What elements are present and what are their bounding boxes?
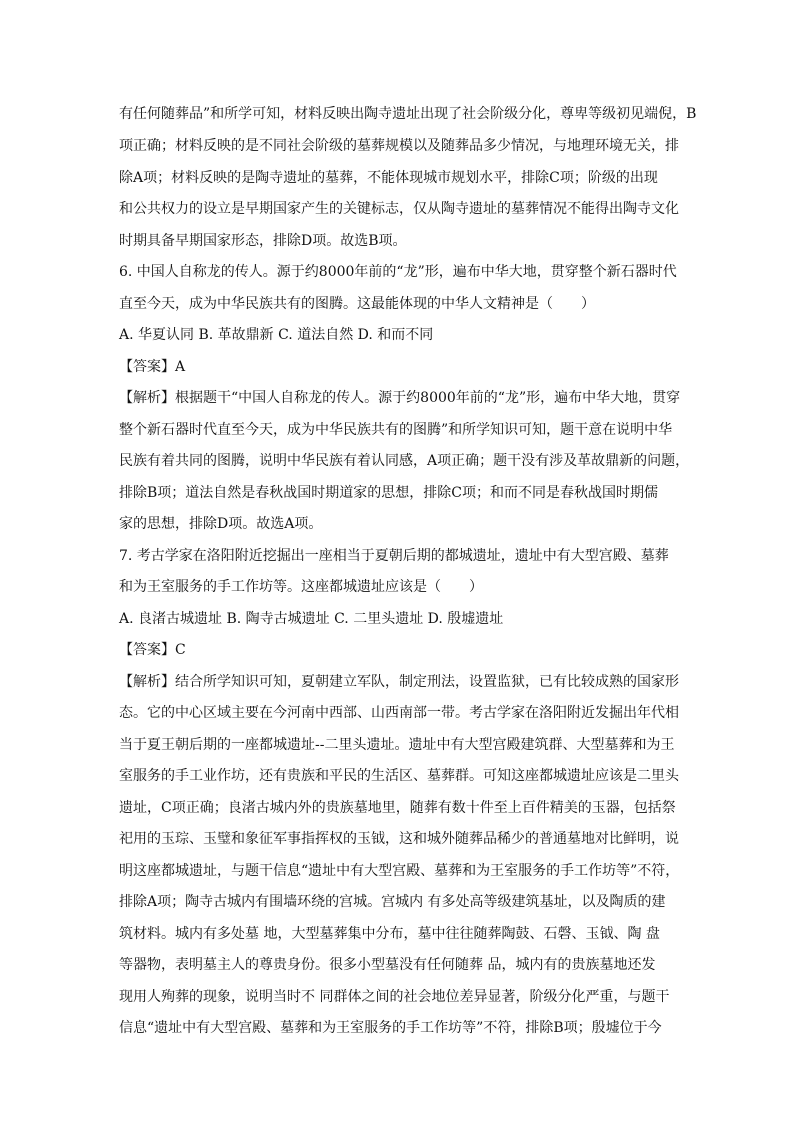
question-6-analysis: 【解析】根据题干“中国人自称龙的传人。源于约8000年前的“龙”形，遍布中华大地，贯穿	[119, 390, 681, 406]
question-7-analysis: 祀用的玉琮、玉璧和象征军事指挥权的玉钺，这和城外随葬品稀少的普通墓地对比鲜明，说	[119, 831, 679, 847]
question-6-analysis: 家的思想，排除D项。故选A项。	[119, 516, 323, 532]
question-7-stem: 7. 考古学家在洛阳附近挖掘出一座相当于夏朝后期的都城遗址，遗址中有大型宫殿、墓葬	[119, 548, 669, 564]
question-7-analysis: 现用人殉葬的现象，说明当时不 同群体之间的社会地位差异显著，阶级分化严重，与题干	[119, 989, 670, 1005]
question-7-answer: 【答案】C	[119, 642, 186, 658]
question-6-analysis: 民族有着共同的图腾，说明中华民族有着认同感，A项正确；题干没有涉及革故鼎新的问题，	[119, 453, 690, 469]
question-7-options: A. 良渚古城遗址 B. 陶寺古城遗址 C. 二里头遗址 D. 殷墟遗址	[119, 611, 504, 627]
question-7-analysis: 室服务的手工业作坊，还有贵族和平民的生活区、墓葬群。可知这座都城遗址应该是二里头	[119, 768, 679, 784]
question-7-analysis: 筑材料。城内有多处墓 地，大型墓葬集中分布，墓中往往随葬陶鼓、石磬、玉钺、陶 盘	[119, 926, 660, 942]
question-6-answer: 【答案】A	[119, 359, 186, 375]
question-6-stem: 直至今天，成为中华民族共有的图腾。这最能体现的中华人文精神是（ ）	[119, 296, 595, 312]
question-7-analysis: 【解析】结合所学知识可知，夏朝建立军队，制定刑法，设置监狱，已有比较成熟的国家形	[119, 674, 679, 690]
question-7-analysis: 等器物，表明墓主人的尊贵身份。很多小型墓没有任何随葬 品，城内有的贵族墓地还发	[119, 957, 656, 973]
question-7-analysis: 明这座都城遗址，与题干信息“遗址中有大型宫殿、墓葬和为王室服务的手工作坊等”不符，	[119, 863, 680, 879]
text-line: 和公共权力的设立是早期国家产生的关键标志，仅从陶寺遗址的墓葬情况不能得出陶寺文化	[119, 201, 679, 217]
question-7-analysis: 态。它的中心区域主要在今河南中西部、山西南部一带。考古学家在洛阳附近发掘出年代相	[119, 705, 679, 721]
question-6-analysis: 整个新石器时代直至今天，成为中华民族共有的图腾”和所学知识可知，题干意在说明中华	[119, 422, 673, 438]
question-7-analysis: 排除A项；陶寺古城内有围墙环绕的宫城。宫城内 有多处高等级建筑基址，以及陶质的建	[119, 894, 666, 910]
text-line: 时期具备早期国家形态，排除D项。故选B项。	[119, 233, 407, 249]
question-7-analysis: 遗址，C项正确；良渚古城内外的贵族墓地里，随葬有数十件至上百件精美的玉器，包括祭	[119, 800, 676, 816]
text-line: 有任何随葬品”和所学可知，材料反映出陶寺遗址出现了社会阶级分化，尊卑等级初见端倪，B	[119, 106, 697, 122]
question-7-stem: 和为王室服务的手工作坊等。这座都城遗址应该是（ ）	[119, 579, 483, 595]
text-line: 除A项；材料反映的是陶寺遗址的墓葬，不能体现城市规划水平，排除C项；阶级的出现	[119, 170, 658, 186]
question-7-analysis: 信息“遗址中有大型宫殿、墓葬和为王室服务的手工作坊等”不符，排除B项；殷墟位于今	[119, 1020, 662, 1036]
question-6-options: A. 华夏认同 B. 革故鼎新 C. 道法自然 D. 和而不同	[119, 327, 434, 343]
text-line: 项正确；材料反映的是不同社会阶级的墓葬规模以及随葬品多少情况，与地理环境无关，排	[119, 138, 679, 154]
question-7-analysis: 当于夏王朝后期的一座都城遗址--二里头遗址。遗址中有大型宫殿建筑群、大型墓葬和为王	[119, 737, 675, 753]
question-6-analysis: 排除B项；道法自然是春秋战国时期道家的思想，排除C项；和而不同是春秋战国时期儒	[119, 485, 658, 501]
question-6-stem: 6. 中国人自称龙的传人。源于约8000年前的“龙”形，遍布中华大地，贯穿整个新石器时代	[119, 264, 677, 280]
